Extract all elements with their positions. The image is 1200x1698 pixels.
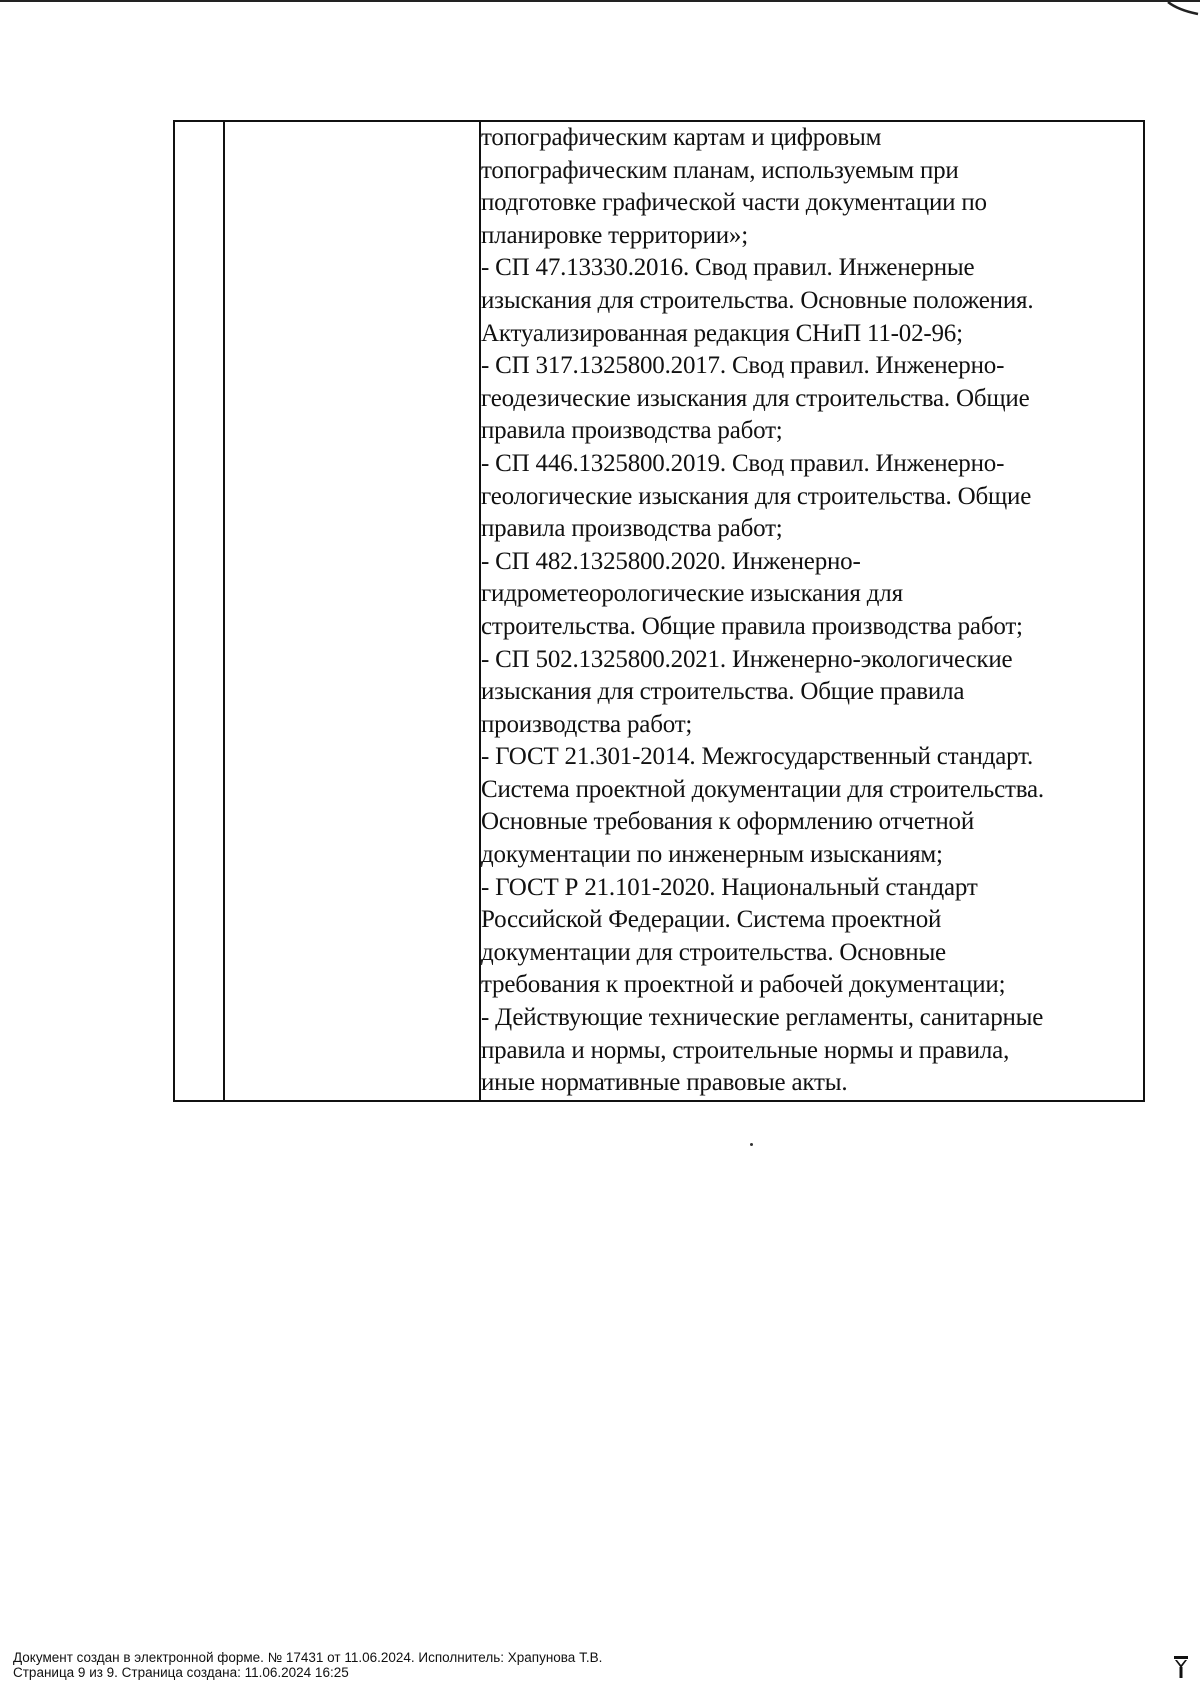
content-line: правила производства работ; (481, 515, 783, 543)
content-line: - СП 47.13330.2016. Свод правил. Инженерные (481, 254, 975, 282)
content-line: - ГОСТ Р 21.101-2020. Национальный стандарт (481, 873, 978, 901)
content-line: изыскания для строительства. Общие правила (481, 678, 965, 706)
content-line: геологические изыскания для строительства. Общие (481, 482, 1032, 510)
scan-top-edge (0, 0, 1200, 4)
content-line: Российской Федерации. Система проектной (481, 906, 942, 934)
content-line: Система проектной документации для строительства. (481, 775, 1044, 803)
content-line: геодезические изыскания для строительства. Общие (481, 384, 1030, 412)
content-line: Актуализированная редакция СНиП 11-02-96; (481, 319, 963, 347)
content-line: иные нормативные правовые акты. (481, 1069, 848, 1097)
table-row (174, 121, 1144, 1101)
content-line: подготовке графической части документации по (481, 189, 987, 217)
content-line: правила производства работ; (481, 417, 783, 445)
content-cell (480, 121, 1144, 1101)
content-line: - СП 317.1325800.2017. Свод правил. Инженерно- (481, 352, 1005, 380)
footer-line-2: Страница 9 из 9. Страница создана: 11.06.2024 16:25 (13, 1665, 349, 1680)
content-line: топографическим планам, используемым при (481, 156, 959, 184)
emblem-icon (1172, 1650, 1190, 1680)
scan-corner-mark (1164, 0, 1200, 20)
document-footer (13, 1650, 602, 1680)
content-line: - Действующие технические регламенты, санитарные (481, 1004, 1044, 1032)
document-table (173, 120, 1145, 1102)
content-line: требования к проектной и рабочей документации; (481, 971, 1006, 999)
footer-line-1: Документ создан в электронной форме. № 17431 от 11.06.2024. Исполнитель: Храпунова Т.В. (13, 1650, 603, 1665)
content-line: Основные требования к оформлению отчетной (481, 808, 975, 836)
content-line: производства работ; (481, 710, 693, 738)
content-line: - СП 502.1325800.2021. Инженерно-экологические (481, 645, 1013, 673)
content-line: планировке территории»; (481, 221, 748, 249)
content-line: - СП 446.1325800.2019. Свод правил. Инженерно- (481, 449, 1005, 477)
content-line: правила и нормы, строительные нормы и правила, (481, 1036, 1010, 1064)
name-cell (224, 121, 480, 1101)
content-line: документации по инженерным изысканиям; (481, 841, 943, 869)
content-line: изыскания для строительства. Основные положения. (481, 286, 1034, 314)
content-line: строительства. Общие правила производства работ; (481, 612, 1023, 640)
scan-speck (750, 1143, 753, 1146)
content-line: документации для строительства. Основные (481, 938, 946, 966)
content-line: - СП 482.1325800.2020. Инженерно- (481, 547, 861, 575)
content-line: топографическим картам и цифровым (481, 124, 882, 151)
content-line: гидрометеорологические изыскания для (481, 580, 903, 608)
content-line: - ГОСТ 21.301-2014. Межгосударственный стандарт. (481, 743, 1034, 771)
number-cell (174, 121, 224, 1101)
